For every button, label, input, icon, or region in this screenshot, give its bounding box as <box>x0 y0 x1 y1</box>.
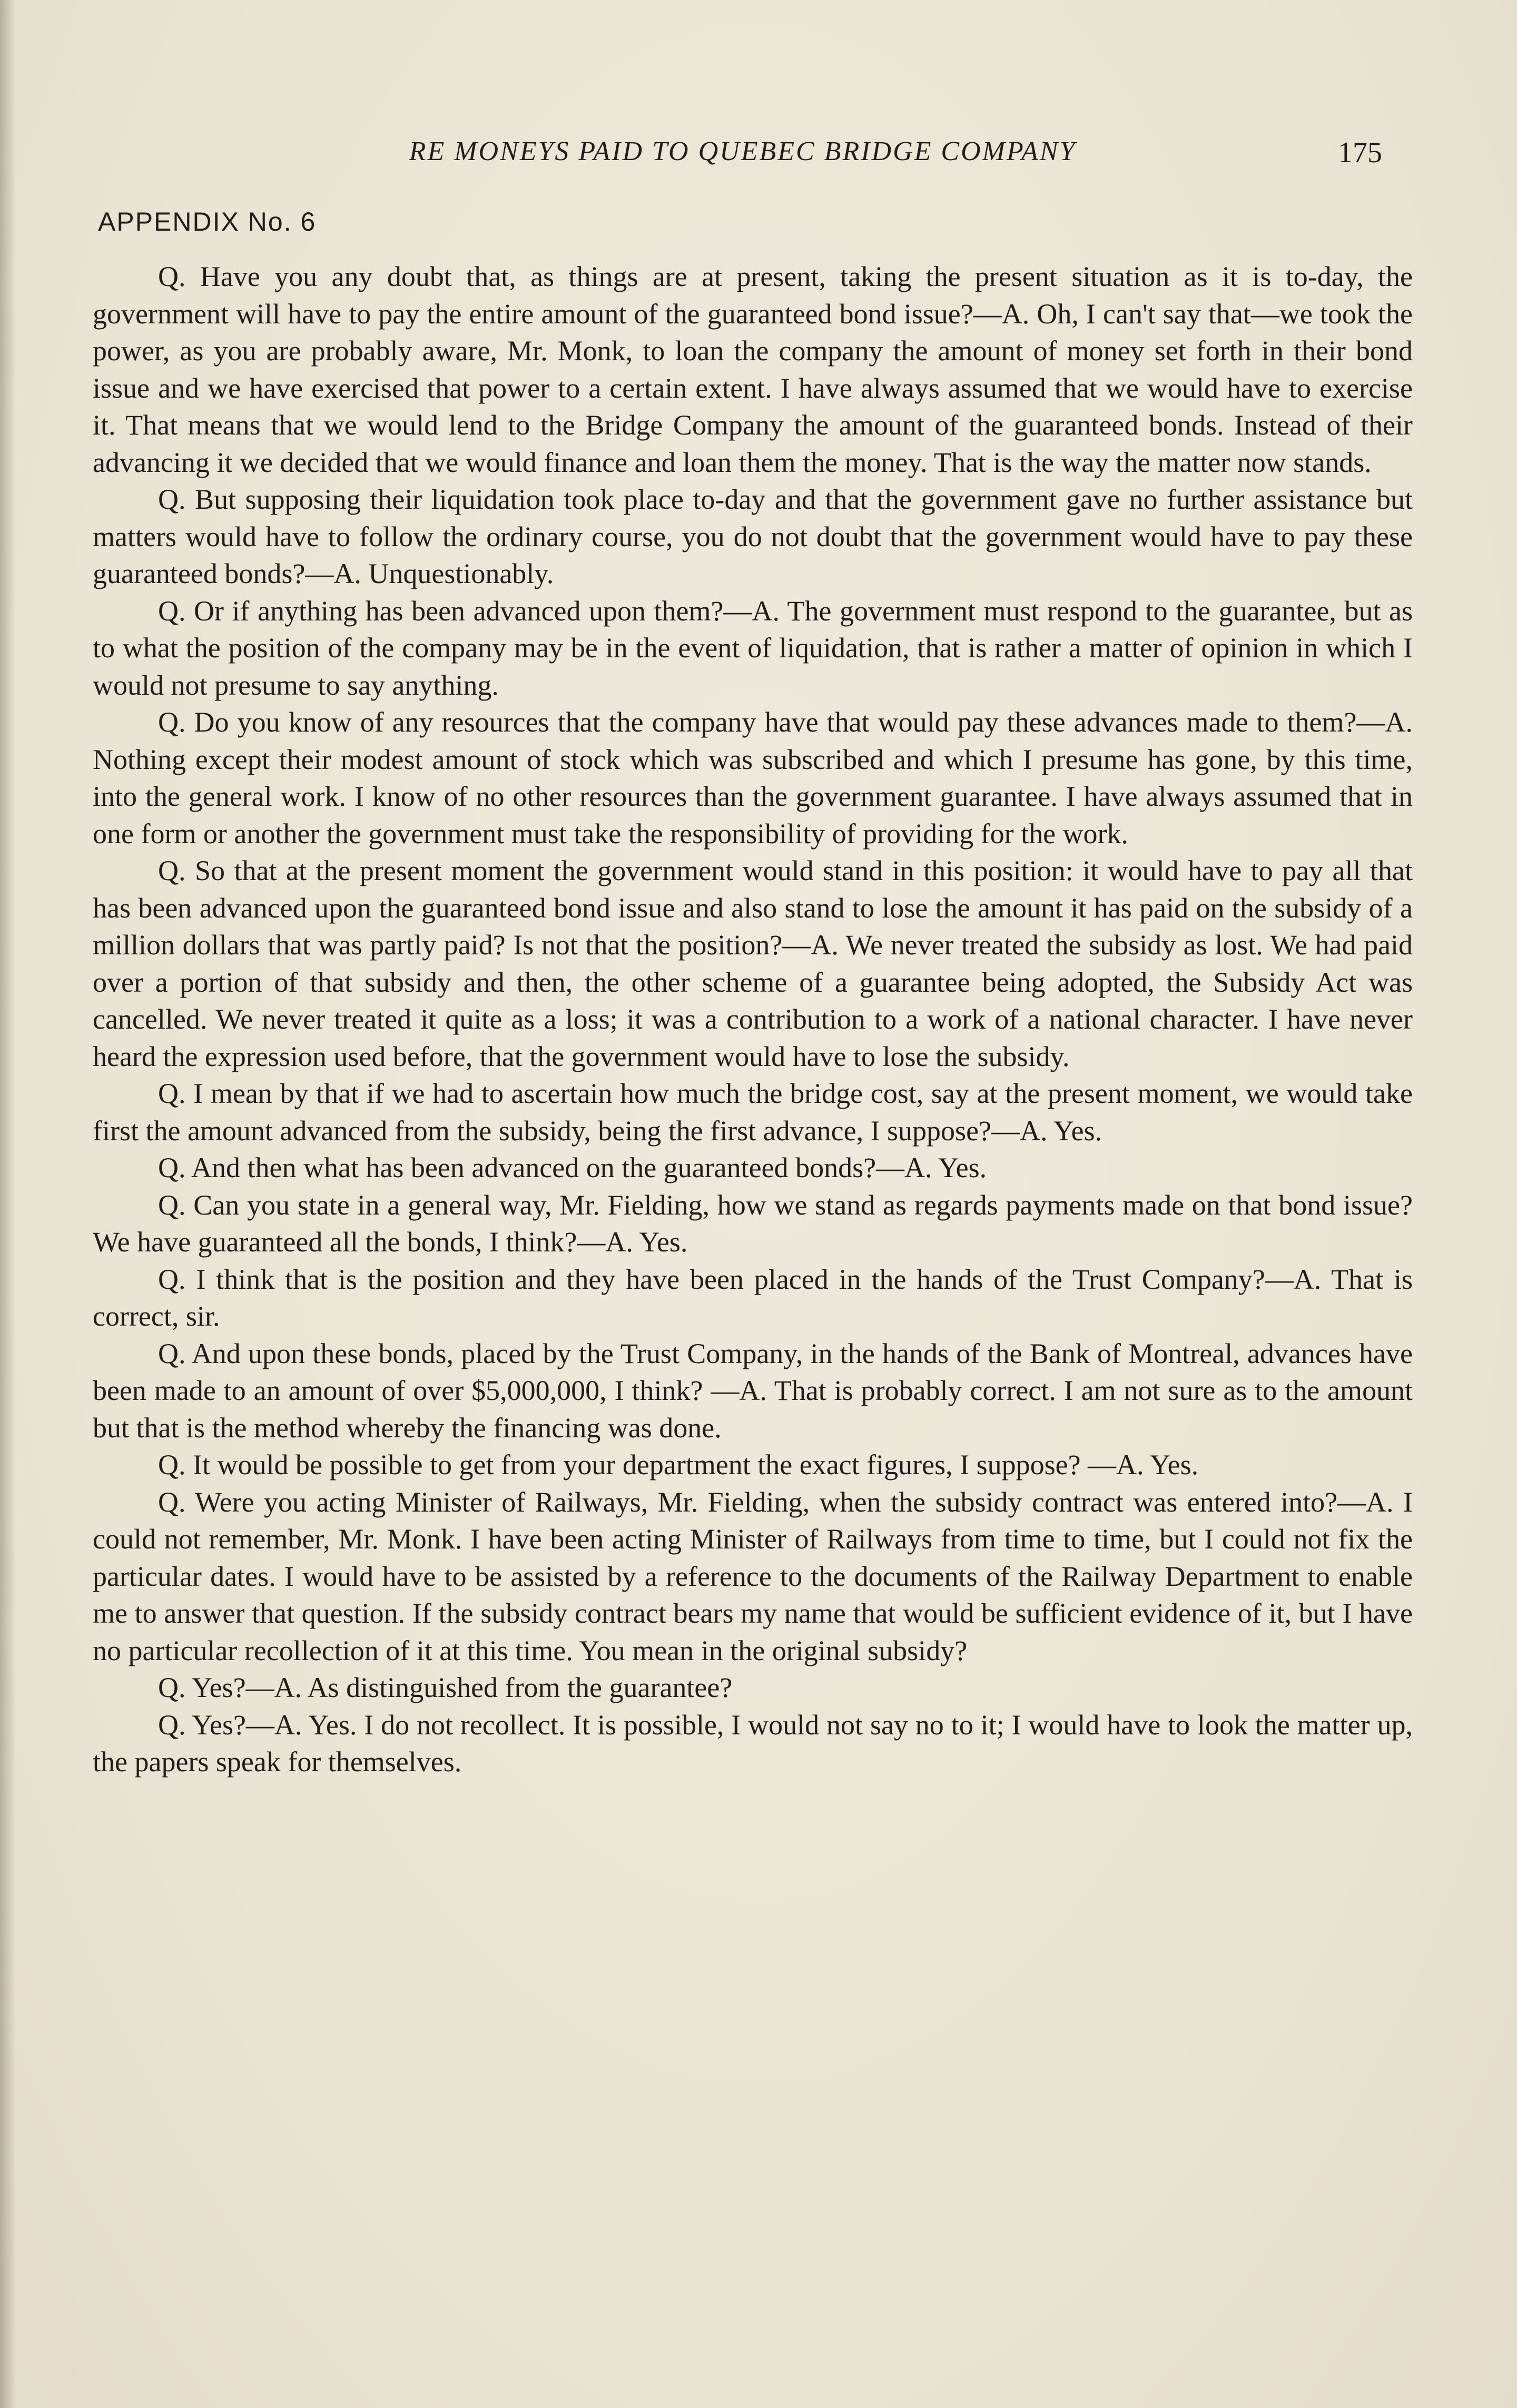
appendix-label: APPENDIX No. 6 <box>98 207 317 236</box>
testimony-paragraph: Q. But supposing their liquidation took place to-day and that the government gave no further assistance but matters would have to follow the ordinary course, you do not doubt that the government would have to pay these guaranteed bonds?—A. Unquestionably. <box>93 483 1413 589</box>
testimony-paragraph: Q. Have you any doubt that, as things are at present, taking the present situation as it is to-day, the government will have to pay the entire amount of the guaranteed bond issue?—A. Oh, I can't say that—we took the power, as you are probably aware, Mr. Monk, to loan the company the amount of money set forth in their bond issue and we have exercised that power to a certain extent. I have always assumed that we would have to exercise it. That means that we would lend to the Bridge Company the amount of the guaranteed bonds. Instead of their advancing it we decided that we would finance and loan them the money. That is the way the matter now stands. <box>93 261 1413 478</box>
testimony-paragraph: Q. Or if anything has been advanced upon them?—A. The government must respond to the guarantee, but as to what the position of the company may be in the event of liquidation, that is rather a matter of opinion in which I would not presume to say anything. <box>93 595 1413 701</box>
testimony-paragraph: Q. And upon these bonds, placed by the Trust Company, in the hands of the Bank of Montreal, advances have been made to an amount of over $5,000,000, I think? —A. That is probably correct. I am not sure as to the amount but that is the method whereby the financing was done. <box>93 1337 1413 1444</box>
testimony-body <box>93 258 1413 1781</box>
testimony-paragraph: Q. Yes?—A. As distinguished from the guarantee? <box>158 1672 733 1703</box>
testimony-paragraph: Q. Yes?—A. Yes. I do not recollect. It is possible, I would not say no to it; I would have to look the matter up, the papers speak for themselves. <box>93 1709 1413 1778</box>
running-title: RE MONEYS PAID TO QUEBEC BRIDGE COMPANY <box>409 136 1077 166</box>
testimony-paragraph: Q. So that at the present moment the government would stand in this position: it would have to pay all that has been advanced upon the guaranteed bond issue and also stand to lose the amount it has paid on the subsidy of a million dollars that was partly paid? Is not that the position?—A. We never treated the subsidy as lost. We had paid over a portion of that subsidy and then, the other scheme of a guarantee being adopted, the Subsidy Act was cancelled. We never treated it quite as a loss; it was a contribution to a work of a national character. I have never heard the expression used before, that the government would have to lose the subsidy. <box>93 855 1413 1072</box>
testimony-paragraph: Q. I think that is the position and they have been placed in the hands of the Trust Company?—A. That is correct, sir. <box>93 1263 1413 1332</box>
testimony-paragraph: Q. Do you know of any resources that the company have that would pay these advances made to them?—A. Nothing except their modest amount of stock which was subscribed and which I presume has gone, by this time, into the general work. I know of no other resources than the government guarantee. I have always assumed that in one form or another the government must take the responsibility of providing for the work. <box>93 706 1413 850</box>
testimony-paragraph: Q. It would be possible to get from your department the exact figures, I suppose? —A. Yes. <box>158 1449 1199 1481</box>
testimony-paragraph: Q. Were you acting Minister of Railways, Mr. Fielding, when the subsidy contract was entered into?—A. I could not remember, Mr. Monk. I have been acting Minister of Railways from time to time, but I could not fix the particular dates. I would have to be assisted by a reference to the documents of the Railway Department to enable me to answer that question. If the subsidy contract bears my name that would be sufficient evidence of it, but I have no particular recollection of it at this time. You mean in the original subsidy? <box>93 1486 1413 1666</box>
testimony-paragraph: Q. Can you state in a general way, Mr. Fielding, how we stand as regards payments made on that bond issue? We have guaranteed all the bonds, I think?—A. Yes. <box>93 1189 1413 1258</box>
testimony-paragraph: Q. And then what has been advanced on the guaranteed bonds?—A. Yes. <box>158 1152 987 1183</box>
testimony-paragraph: Q. I mean by that if we had to ascertain how much the bridge cost, say at the present moment, we would take first the amount advanced from the subsidy, being the first advance, I suppose?—A. Yes. <box>93 1078 1413 1147</box>
binding-edge-shadow <box>0 0 16 2408</box>
page-number: 175 <box>1338 136 1382 169</box>
